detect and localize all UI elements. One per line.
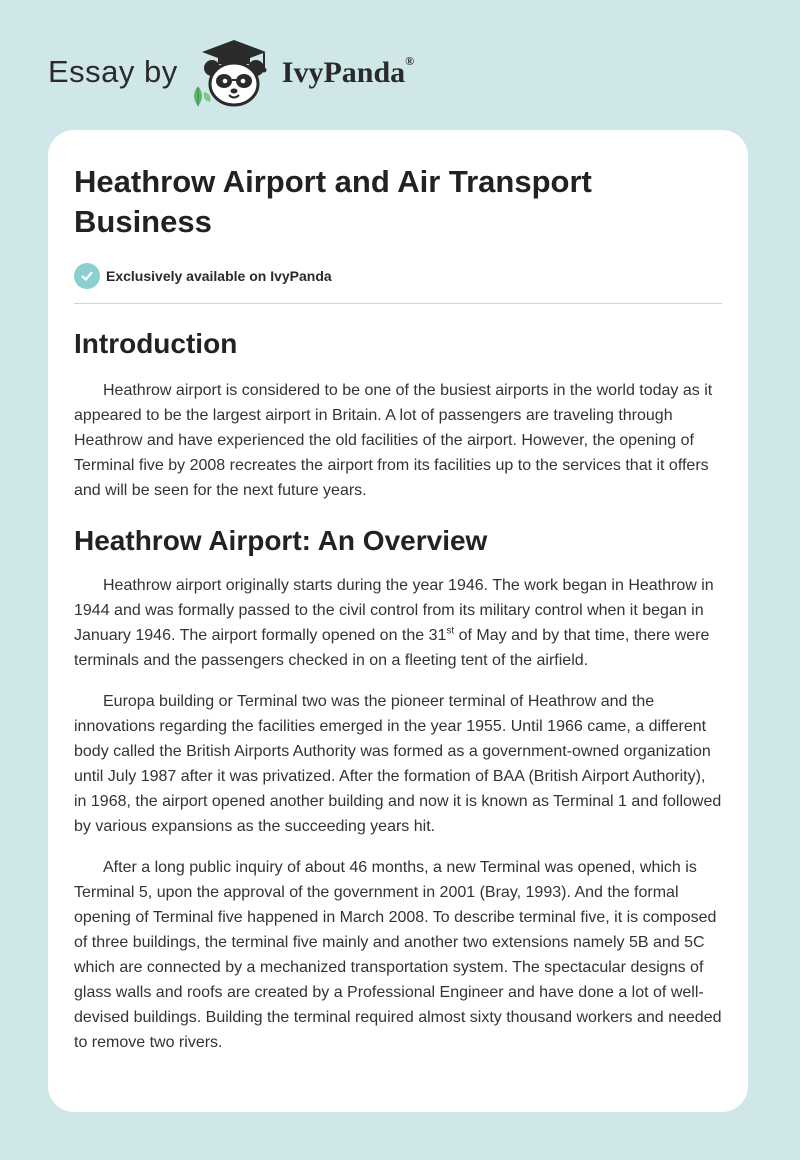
brand-prefix: Essay by (48, 53, 178, 89)
paragraph: Heathrow airport originally starts during the year 1946. The work began in Heathrow in 1944 and was formally passed to the civil control from its military control when it began in January 1946. The airport formally opened on the 31st of May and by that time, there were terminals and the passengers checked in on a fleeting tent of the airfield. (74, 577, 714, 669)
panda-logo-icon (188, 34, 280, 108)
section-introduction (74, 326, 722, 503)
title-divider (74, 303, 722, 304)
registered-mark: ® (405, 54, 415, 68)
document-title: Heathrow Airport and Air Transport Business (74, 164, 592, 239)
badge-text: Exclusively available on IvyPanda (106, 268, 332, 284)
check-icon (74, 263, 100, 289)
brand-name: IvyPanda® (281, 54, 415, 89)
section-heading-introduction: Introduction (74, 328, 238, 359)
ordinal-suffix: st (446, 625, 455, 637)
section-heading-overview: Heathrow Airport: An Overview (74, 525, 488, 556)
paragraph: Europa building or Terminal two was the pioneer terminal of Heathrow and the innovations regarding the facilities emerged in the year 1955. Until 1966 came, a different body called the British Airports Authority was formed as a government-owned organization until July 1987 after it was privatized. After the formation of BAA (British Airport Authority), in 1968, the airport opened another building and now it is known as Terminal 1 and followed by various expansions as the succeeding years hit. (74, 693, 722, 835)
paragraph: Heathrow airport is considered to be one of the busiest airports in the world today as it appeared to be the largest airport in Britain. A lot of passengers are traveling through Heathrow and have experienced the old facilities of the airport. However, the opening of Terminal five by 2008 recreates the airport from its facilities up to the services that it offers and will be seen for the next future years. (74, 382, 713, 499)
section-overview (74, 523, 722, 1055)
document-card (48, 130, 748, 1112)
brand-header[interactable] (48, 30, 414, 112)
paragraph: After a long public inquiry of about 46 months, a new Terminal was opened, which is Terminal 5, upon the approval of the government in 2001 (Bray, 1993). And the formal opening of Terminal five happened in March 2008. To describe terminal five, it is composed of three buildings, the terminal five mainly and another two extensions namely 5B and 5C which are connected by a mechanized transportation system. The spectacular designs of glass walls and roofs are created by a Professional Engineer and have done a lot of well-devised buildings. Building the terminal required almost sixty thousand workers and needed to remove two rivers. (74, 859, 722, 1051)
exclusive-badge (74, 263, 722, 289)
